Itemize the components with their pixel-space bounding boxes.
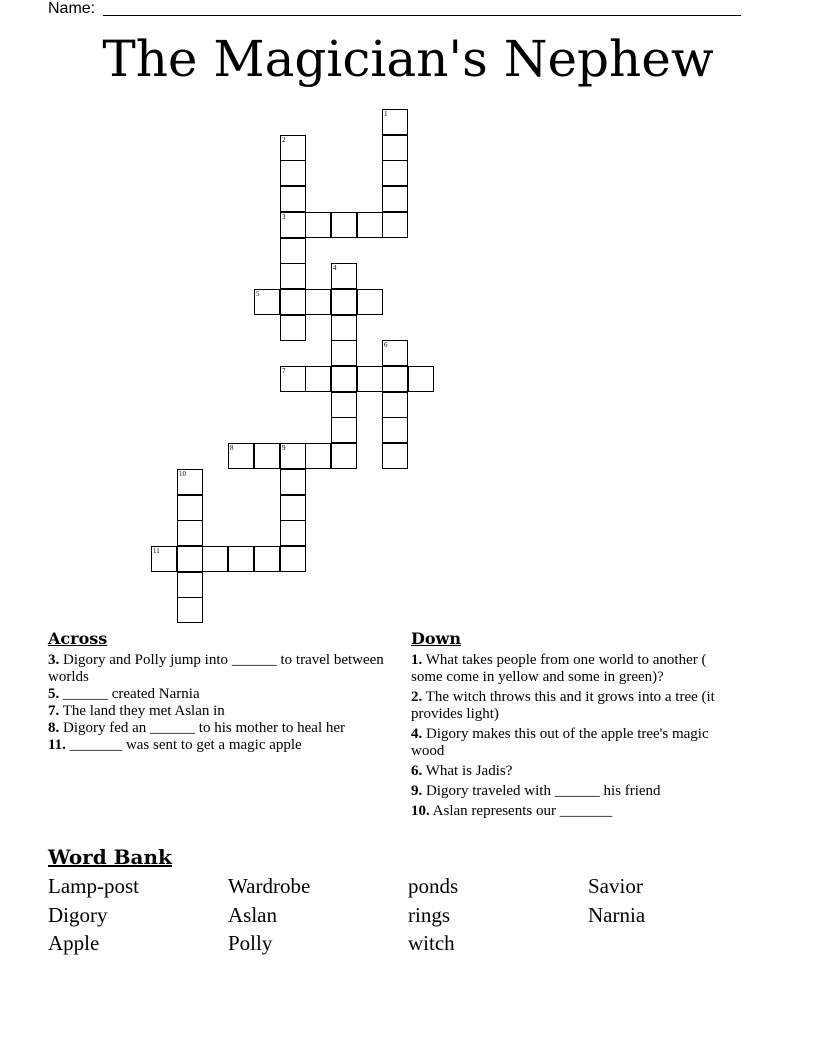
grid-cell[interactable] bbox=[331, 366, 357, 392]
across-clue bbox=[48, 686, 388, 703]
grid-cell[interactable] bbox=[280, 160, 306, 186]
clue-number: 8 bbox=[230, 444, 234, 452]
clue-number: 2. bbox=[411, 689, 423, 705]
down-clue bbox=[411, 783, 741, 800]
word-bank-word: Apple bbox=[48, 931, 100, 955]
clue-number: 1. bbox=[411, 652, 423, 668]
grid-cell[interactable] bbox=[177, 520, 203, 546]
grid-cell[interactable] bbox=[280, 315, 306, 341]
clue-number: 6. bbox=[411, 763, 423, 779]
grid-cell[interactable] bbox=[331, 392, 357, 418]
word-bank-word: rings bbox=[408, 902, 450, 927]
clue-text: ______ created Narnia bbox=[59, 686, 200, 702]
word-bank-word: Digory bbox=[48, 902, 108, 927]
grid-cell[interactable] bbox=[331, 212, 357, 238]
clue-text: The witch throws this and it grows into a tree (it provides light) bbox=[411, 689, 715, 722]
grid-cell[interactable] bbox=[305, 289, 331, 315]
word-bank-word: Polly bbox=[228, 931, 273, 955]
word-bank-word: ponds bbox=[408, 874, 459, 898]
grid-cell[interactable] bbox=[408, 366, 434, 392]
grid-cell[interactable] bbox=[382, 443, 408, 469]
clue-number: 10. bbox=[411, 803, 430, 819]
grid-cell[interactable] bbox=[305, 366, 331, 392]
grid-cell[interactable] bbox=[331, 289, 357, 315]
grid-cell[interactable] bbox=[382, 186, 408, 212]
across-clue bbox=[48, 737, 388, 754]
down-clue bbox=[411, 689, 741, 723]
grid-cell[interactable] bbox=[382, 392, 408, 418]
word-bank-word: Aslan bbox=[228, 902, 277, 927]
clue-number: 9. bbox=[411, 783, 423, 799]
grid-cell[interactable] bbox=[280, 263, 306, 289]
clue-text: Digory traveled with ______ his friend bbox=[422, 783, 661, 799]
down-clue bbox=[411, 652, 741, 686]
clue-number: 4 bbox=[333, 264, 337, 272]
down-clue bbox=[411, 726, 741, 760]
grid-cell[interactable] bbox=[357, 212, 383, 238]
grid-cell[interactable] bbox=[280, 186, 306, 212]
clue-number: 7 bbox=[282, 367, 286, 375]
across-heading: Across bbox=[48, 629, 108, 648]
clue-number: 11 bbox=[153, 547, 160, 555]
down-clue bbox=[411, 803, 741, 820]
grid-cell[interactable] bbox=[382, 135, 408, 161]
clue-number: 3. bbox=[48, 652, 60, 668]
word-bank-heading: Word Bank bbox=[48, 845, 172, 869]
word-bank-word: Wardrobe bbox=[228, 874, 311, 898]
clue-text: The land they met Aslan in bbox=[59, 703, 225, 719]
grid-cell[interactable] bbox=[280, 546, 306, 572]
grid-cell[interactable] bbox=[254, 546, 280, 572]
clue-number: 4. bbox=[411, 726, 423, 742]
clue-number: 3 bbox=[282, 213, 286, 221]
clue-number: 2 bbox=[282, 136, 286, 144]
clue-number: 7. bbox=[48, 703, 60, 719]
clue-number: 11. bbox=[48, 737, 66, 753]
grid-cell[interactable] bbox=[280, 443, 306, 469]
clue-number: 5. bbox=[48, 686, 60, 702]
grid-cell[interactable] bbox=[177, 546, 203, 572]
down-clues bbox=[411, 630, 741, 823]
grid-cell[interactable] bbox=[177, 469, 203, 495]
word-bank-word: Narnia bbox=[588, 902, 646, 927]
grid-cell[interactable] bbox=[177, 597, 203, 623]
clue-text: Digory makes this out of the apple tree's magic wood bbox=[411, 726, 709, 759]
grid-cell[interactable] bbox=[228, 546, 254, 572]
grid-cell[interactable] bbox=[331, 315, 357, 341]
grid-cell[interactable] bbox=[228, 443, 254, 469]
grid-cell[interactable] bbox=[331, 443, 357, 469]
name-label: Name: bbox=[48, 0, 96, 17]
grid-cell[interactable] bbox=[382, 109, 408, 135]
clue-text: What takes people from one world to another ( some come in yellow and some in green)? bbox=[411, 652, 707, 685]
grid-cell[interactable] bbox=[331, 417, 357, 443]
grid-cell[interactable] bbox=[177, 572, 203, 598]
clue-text: Digory and Polly jump into ______ to travel between worlds bbox=[48, 652, 384, 685]
clue-text: Digory fed an ______ to his mother to heal her bbox=[59, 720, 346, 736]
across-clue bbox=[48, 703, 388, 720]
grid-cell[interactable] bbox=[331, 340, 357, 366]
grid-cell[interactable] bbox=[280, 212, 306, 238]
across-clues bbox=[48, 630, 388, 754]
grid-cell[interactable] bbox=[254, 443, 280, 469]
grid-cell[interactable] bbox=[305, 212, 331, 238]
word-bank-word: Lamp-post bbox=[48, 874, 139, 898]
word-bank-word: Savior bbox=[588, 874, 643, 898]
across-clue bbox=[48, 720, 388, 737]
grid-cell[interactable] bbox=[280, 520, 306, 546]
clue-number: 6 bbox=[384, 341, 388, 349]
clue-text: _______ was sent to get a magic apple bbox=[65, 737, 302, 753]
grid-cell[interactable] bbox=[177, 495, 203, 521]
clue-number: 10 bbox=[179, 470, 186, 478]
clue-number: 8. bbox=[48, 720, 60, 736]
grid-cell[interactable] bbox=[151, 546, 177, 572]
grid-cell[interactable] bbox=[382, 212, 408, 238]
grid-cell[interactable] bbox=[382, 160, 408, 186]
grid-cell[interactable] bbox=[357, 289, 383, 315]
grid-cell[interactable] bbox=[280, 238, 306, 264]
grid-cell[interactable] bbox=[254, 289, 280, 315]
page-title: The Magician's Nephew bbox=[102, 30, 714, 88]
grid-cell[interactable] bbox=[382, 366, 408, 392]
clue-number: 9 bbox=[282, 444, 286, 452]
word-bank-word: witch bbox=[408, 931, 455, 955]
down-heading: Down bbox=[411, 629, 461, 648]
grid-cell[interactable] bbox=[357, 366, 383, 392]
grid-cell[interactable] bbox=[382, 340, 408, 366]
grid-cell[interactable] bbox=[280, 469, 306, 495]
clue-number: 1 bbox=[384, 110, 388, 118]
across-clue bbox=[48, 652, 388, 686]
grid-cell[interactable] bbox=[280, 495, 306, 521]
grid-cell[interactable] bbox=[280, 135, 306, 161]
grid-cell[interactable] bbox=[305, 443, 331, 469]
grid-cell[interactable] bbox=[280, 289, 306, 315]
down-clue bbox=[411, 763, 741, 780]
clue-text: What is Jadis? bbox=[422, 763, 513, 779]
grid-cell[interactable] bbox=[202, 546, 228, 572]
grid-cell[interactable] bbox=[382, 417, 408, 443]
clue-text: Aslan represents our _______ bbox=[429, 803, 613, 819]
grid-cell[interactable] bbox=[280, 366, 306, 392]
name-blank-line[interactable] bbox=[103, 15, 741, 16]
grid-cell[interactable] bbox=[331, 263, 357, 289]
clue-number: 5 bbox=[256, 290, 260, 298]
